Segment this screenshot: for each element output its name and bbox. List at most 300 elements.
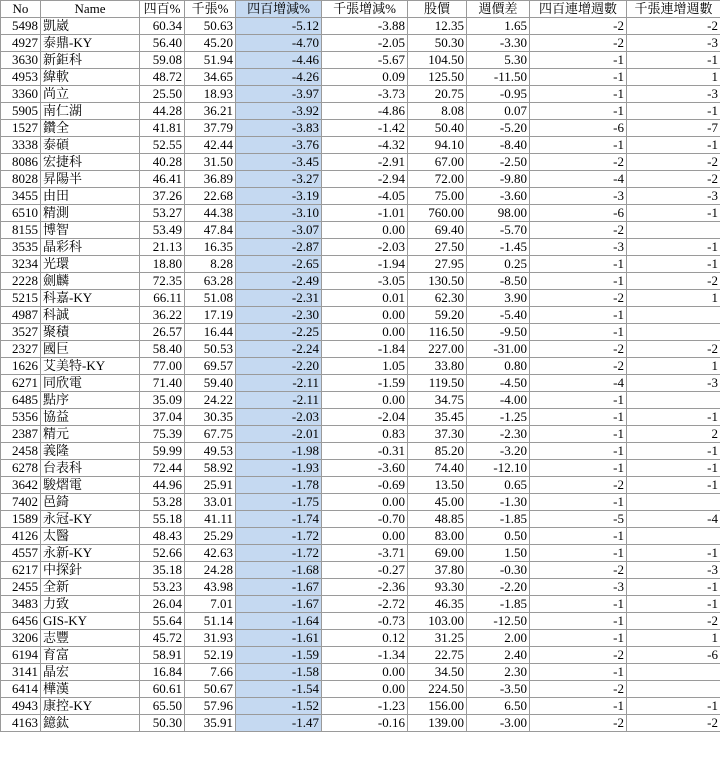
cell-weekly-diff: -9.50 <box>467 324 530 341</box>
cell-name: 劍麟 <box>41 273 140 290</box>
cell-400-pct: 66.11 <box>140 290 185 307</box>
cell-no: 3455 <box>1 188 41 205</box>
cell-1000-change-pct: 0.00 <box>322 528 408 545</box>
cell-no: 4927 <box>1 35 41 52</box>
cell-name: 協益 <box>41 409 140 426</box>
cell-name: 康控-KY <box>41 698 140 715</box>
cell-400-change-pct: -1.72 <box>236 545 322 562</box>
header-1000-consecutive-weeks: 千張連增週數 <box>627 1 720 18</box>
table-row <box>1 681 720 698</box>
header-1000-change-pct: 千張增減% <box>322 1 408 18</box>
cell-400-weeks: -1 <box>530 494 627 511</box>
cell-400-weeks: -3 <box>530 188 627 205</box>
cell-400-weeks: -4 <box>530 375 627 392</box>
cell-400-pct: 48.72 <box>140 69 185 86</box>
cell-name: 永新-KY <box>41 545 140 562</box>
table-row <box>1 392 720 409</box>
cell-no: 3360 <box>1 86 41 103</box>
cell-name: 太醫 <box>41 528 140 545</box>
header-no: No <box>1 1 41 18</box>
cell-name: 鑽全 <box>41 120 140 137</box>
cell-1000-pct: 50.53 <box>185 341 236 358</box>
cell-1000-weeks <box>627 681 720 698</box>
cell-400-pct: 55.18 <box>140 511 185 528</box>
cell-name: 同欣電 <box>41 375 140 392</box>
cell-400-pct: 75.39 <box>140 426 185 443</box>
cell-weekly-diff: -0.30 <box>467 562 530 579</box>
cell-price: 13.50 <box>408 477 467 494</box>
cell-name: 新鉅科 <box>41 52 140 69</box>
cell-price: 75.00 <box>408 188 467 205</box>
cell-no: 5215 <box>1 290 41 307</box>
cell-400-change-pct: -1.68 <box>236 562 322 579</box>
cell-400-change-pct: -2.87 <box>236 239 322 256</box>
cell-400-pct: 26.57 <box>140 324 185 341</box>
cell-1000-weeks <box>627 324 720 341</box>
cell-name: 駿熠電 <box>41 477 140 494</box>
cell-price: 27.95 <box>408 256 467 273</box>
cell-400-change-pct: -1.75 <box>236 494 322 511</box>
cell-price: 22.75 <box>408 647 467 664</box>
cell-1000-change-pct: -1.23 <box>322 698 408 715</box>
cell-400-weeks: -1 <box>530 443 627 460</box>
cell-400-pct: 21.13 <box>140 239 185 256</box>
cell-400-weeks: -1 <box>530 307 627 324</box>
cell-name: 義隆 <box>41 443 140 460</box>
cell-1000-change-pct: -2.72 <box>322 596 408 613</box>
cell-weekly-diff: -2.50 <box>467 154 530 171</box>
cell-price: 37.30 <box>408 426 467 443</box>
cell-400-change-pct: -1.52 <box>236 698 322 715</box>
cell-400-weeks: -1 <box>530 613 627 630</box>
cell-400-weeks: -1 <box>530 69 627 86</box>
cell-no: 1626 <box>1 358 41 375</box>
cell-400-pct: 58.91 <box>140 647 185 664</box>
cell-400-weeks: -2 <box>530 358 627 375</box>
cell-no: 3141 <box>1 664 41 681</box>
cell-1000-change-pct: -1.94 <box>322 256 408 273</box>
cell-1000-weeks <box>627 222 720 239</box>
cell-no: 2228 <box>1 273 41 290</box>
cell-no: 6510 <box>1 205 41 222</box>
cell-1000-change-pct: -4.05 <box>322 188 408 205</box>
cell-name: 晶宏 <box>41 664 140 681</box>
cell-no: 4987 <box>1 307 41 324</box>
cell-name: 科嘉-KY <box>41 290 140 307</box>
cell-price: 50.30 <box>408 35 467 52</box>
cell-weekly-diff: -12.10 <box>467 460 530 477</box>
cell-1000-weeks: -1 <box>627 443 720 460</box>
cell-1000-change-pct: -2.94 <box>322 171 408 188</box>
cell-price: 67.00 <box>408 154 467 171</box>
cell-weekly-diff: -1.30 <box>467 494 530 511</box>
table-row <box>1 596 720 613</box>
cell-400-pct: 35.18 <box>140 562 185 579</box>
cell-no: 3338 <box>1 137 41 154</box>
cell-400-weeks: -6 <box>530 205 627 222</box>
cell-400-weeks: -4 <box>530 171 627 188</box>
cell-400-weeks: -6 <box>530 120 627 137</box>
cell-400-change-pct: -2.03 <box>236 409 322 426</box>
cell-400-weeks: -2 <box>530 647 627 664</box>
cell-1000-weeks: -2 <box>627 171 720 188</box>
table-row <box>1 154 720 171</box>
cell-no: 5356 <box>1 409 41 426</box>
cell-price: 27.50 <box>408 239 467 256</box>
cell-400-pct: 55.64 <box>140 613 185 630</box>
cell-name: 邑錡 <box>41 494 140 511</box>
cell-1000-pct: 25.91 <box>185 477 236 494</box>
cell-weekly-diff: 1.65 <box>467 18 530 35</box>
cell-400-pct: 48.43 <box>140 528 185 545</box>
cell-400-change-pct: -2.31 <box>236 290 322 307</box>
cell-1000-weeks: -7 <box>627 120 720 137</box>
cell-1000-change-pct: -1.42 <box>322 120 408 137</box>
cell-400-weeks: -2 <box>530 154 627 171</box>
cell-no: 8028 <box>1 171 41 188</box>
cell-weekly-diff: 1.50 <box>467 545 530 562</box>
cell-weekly-diff: 0.07 <box>467 103 530 120</box>
cell-1000-pct: 33.01 <box>185 494 236 511</box>
table-row <box>1 205 720 222</box>
cell-400-weeks: -1 <box>530 392 627 409</box>
cell-400-pct: 59.99 <box>140 443 185 460</box>
table-row <box>1 222 720 239</box>
cell-weekly-diff: 0.25 <box>467 256 530 273</box>
cell-price: 760.00 <box>408 205 467 222</box>
header-1000-pct: 千張% <box>185 1 236 18</box>
cell-1000-change-pct: -3.60 <box>322 460 408 477</box>
cell-400-pct: 37.04 <box>140 409 185 426</box>
cell-1000-weeks: -4 <box>627 511 720 528</box>
cell-weekly-diff: -3.30 <box>467 35 530 52</box>
header-row <box>1 1 720 18</box>
cell-name: 晶彩科 <box>41 239 140 256</box>
cell-price: 69.40 <box>408 222 467 239</box>
cell-name: 光環 <box>41 256 140 273</box>
cell-1000-change-pct: -3.73 <box>322 86 408 103</box>
cell-weekly-diff: -5.40 <box>467 307 530 324</box>
cell-name: 精測 <box>41 205 140 222</box>
cell-1000-change-pct: -0.31 <box>322 443 408 460</box>
cell-name: 全新 <box>41 579 140 596</box>
cell-price: 50.40 <box>408 120 467 137</box>
table-row <box>1 52 720 69</box>
cell-400-change-pct: -3.19 <box>236 188 322 205</box>
cell-price: 224.50 <box>408 681 467 698</box>
cell-400-change-pct: -1.98 <box>236 443 322 460</box>
cell-no: 2387 <box>1 426 41 443</box>
cell-price: 31.25 <box>408 630 467 647</box>
cell-400-pct: 53.49 <box>140 222 185 239</box>
cell-weekly-diff: 0.50 <box>467 528 530 545</box>
cell-400-pct: 41.81 <box>140 120 185 137</box>
cell-price: 33.80 <box>408 358 467 375</box>
cell-weekly-diff: -11.50 <box>467 69 530 86</box>
cell-weekly-diff: 98.00 <box>467 205 530 222</box>
cell-name: 國巨 <box>41 341 140 358</box>
cell-400-change-pct: -1.67 <box>236 596 322 613</box>
cell-400-pct: 46.41 <box>140 171 185 188</box>
cell-400-pct: 58.40 <box>140 341 185 358</box>
cell-weekly-diff: 0.65 <box>467 477 530 494</box>
cell-price: 62.30 <box>408 290 467 307</box>
cell-1000-change-pct: -0.73 <box>322 613 408 630</box>
cell-1000-weeks: -1 <box>627 205 720 222</box>
table-body <box>1 18 720 732</box>
cell-1000-weeks: -1 <box>627 256 720 273</box>
cell-1000-pct: 41.11 <box>185 511 236 528</box>
cell-1000-pct: 45.20 <box>185 35 236 52</box>
table-row <box>1 647 720 664</box>
cell-name: 台表科 <box>41 460 140 477</box>
cell-weekly-diff: -5.70 <box>467 222 530 239</box>
cell-400-pct: 59.08 <box>140 52 185 69</box>
cell-name: 鐿鈦 <box>41 715 140 732</box>
cell-400-change-pct: -2.20 <box>236 358 322 375</box>
cell-price: 35.45 <box>408 409 467 426</box>
cell-no: 4557 <box>1 545 41 562</box>
cell-1000-weeks: -1 <box>627 103 720 120</box>
cell-1000-pct: 17.19 <box>185 307 236 324</box>
cell-400-pct: 36.22 <box>140 307 185 324</box>
cell-1000-pct: 51.14 <box>185 613 236 630</box>
table-row <box>1 477 720 494</box>
cell-400-weeks: -1 <box>530 596 627 613</box>
cell-price: 139.00 <box>408 715 467 732</box>
cell-1000-change-pct: 0.09 <box>322 69 408 86</box>
table-row <box>1 35 720 52</box>
cell-400-pct: 60.61 <box>140 681 185 698</box>
cell-name: 南仁湖 <box>41 103 140 120</box>
cell-400-weeks: -1 <box>530 409 627 426</box>
cell-weekly-diff: -3.50 <box>467 681 530 698</box>
cell-400-weeks: -2 <box>530 681 627 698</box>
cell-1000-pct: 51.94 <box>185 52 236 69</box>
cell-400-change-pct: -2.25 <box>236 324 322 341</box>
cell-400-pct: 40.28 <box>140 154 185 171</box>
cell-price: 72.00 <box>408 171 467 188</box>
cell-no: 6217 <box>1 562 41 579</box>
cell-1000-weeks: -3 <box>627 86 720 103</box>
cell-400-weeks: -2 <box>530 477 627 494</box>
cell-400-weeks: -1 <box>530 426 627 443</box>
cell-name: 聚積 <box>41 324 140 341</box>
cell-no: 1589 <box>1 511 41 528</box>
cell-price: 37.80 <box>408 562 467 579</box>
cell-400-change-pct: -2.65 <box>236 256 322 273</box>
cell-price: 20.75 <box>408 86 467 103</box>
table-row <box>1 358 720 375</box>
cell-400-pct: 25.50 <box>140 86 185 103</box>
cell-no: 5498 <box>1 18 41 35</box>
cell-price: 227.00 <box>408 341 467 358</box>
cell-400-weeks: -1 <box>530 137 627 154</box>
table-row <box>1 86 720 103</box>
cell-400-weeks: -1 <box>530 324 627 341</box>
cell-400-change-pct: -4.26 <box>236 69 322 86</box>
cell-400-pct: 52.66 <box>140 545 185 562</box>
cell-1000-weeks <box>627 664 720 681</box>
cell-1000-change-pct: -1.84 <box>322 341 408 358</box>
cell-400-change-pct: -1.58 <box>236 664 322 681</box>
cell-400-weeks: -1 <box>530 545 627 562</box>
cell-1000-weeks: -2 <box>627 341 720 358</box>
cell-no: 2458 <box>1 443 41 460</box>
cell-1000-pct: 8.28 <box>185 256 236 273</box>
cell-400-change-pct: -1.47 <box>236 715 322 732</box>
cell-name: GIS-KY <box>41 613 140 630</box>
cell-400-change-pct: -2.11 <box>236 375 322 392</box>
cell-1000-change-pct: -2.36 <box>322 579 408 596</box>
cell-name: 點序 <box>41 392 140 409</box>
cell-400-pct: 44.28 <box>140 103 185 120</box>
cell-1000-change-pct: 0.00 <box>322 222 408 239</box>
cell-1000-change-pct: -3.88 <box>322 18 408 35</box>
cell-400-change-pct: -1.67 <box>236 579 322 596</box>
cell-no: 6271 <box>1 375 41 392</box>
cell-400-pct: 26.04 <box>140 596 185 613</box>
cell-400-pct: 53.27 <box>140 205 185 222</box>
cell-400-change-pct: -1.72 <box>236 528 322 545</box>
cell-price: 103.00 <box>408 613 467 630</box>
cell-weekly-diff: -2.30 <box>467 426 530 443</box>
cell-no: 8086 <box>1 154 41 171</box>
table-row <box>1 494 720 511</box>
cell-400-pct: 53.23 <box>140 579 185 596</box>
cell-400-weeks: -2 <box>530 715 627 732</box>
cell-price: 69.00 <box>408 545 467 562</box>
cell-name: 博智 <box>41 222 140 239</box>
cell-1000-weeks: -1 <box>627 409 720 426</box>
cell-name: 泰鼎-KY <box>41 35 140 52</box>
cell-400-weeks: -1 <box>530 103 627 120</box>
cell-400-change-pct: -3.92 <box>236 103 322 120</box>
cell-no: 1527 <box>1 120 41 137</box>
cell-price: 93.30 <box>408 579 467 596</box>
cell-price: 85.20 <box>408 443 467 460</box>
cell-weekly-diff: 5.30 <box>467 52 530 69</box>
cell-1000-weeks: 2 <box>627 426 720 443</box>
cell-400-pct: 65.50 <box>140 698 185 715</box>
cell-1000-weeks: 1 <box>627 290 720 307</box>
cell-1000-change-pct: 0.83 <box>322 426 408 443</box>
cell-weekly-diff: -9.80 <box>467 171 530 188</box>
cell-name: 緯軟 <box>41 69 140 86</box>
table-row <box>1 426 720 443</box>
cell-1000-pct: 58.92 <box>185 460 236 477</box>
cell-1000-pct: 47.84 <box>185 222 236 239</box>
cell-400-pct: 56.40 <box>140 35 185 52</box>
cell-1000-pct: 50.63 <box>185 18 236 35</box>
table-row <box>1 188 720 205</box>
cell-1000-change-pct: 1.05 <box>322 358 408 375</box>
table-row <box>1 103 720 120</box>
cell-weekly-diff: -1.25 <box>467 409 530 426</box>
cell-name: 永冠-KY <box>41 511 140 528</box>
table-row <box>1 324 720 341</box>
cell-name: 宏捷科 <box>41 154 140 171</box>
cell-1000-pct: 25.29 <box>185 528 236 545</box>
cell-1000-weeks: -2 <box>627 18 720 35</box>
cell-1000-change-pct: -3.71 <box>322 545 408 562</box>
cell-1000-weeks: -1 <box>627 698 720 715</box>
cell-1000-weeks: -3 <box>627 35 720 52</box>
cell-no: 3483 <box>1 596 41 613</box>
cell-1000-pct: 7.66 <box>185 664 236 681</box>
cell-1000-pct: 36.21 <box>185 103 236 120</box>
cell-name: 志豐 <box>41 630 140 647</box>
header-400-consecutive-weeks: 四百連增週數 <box>530 1 627 18</box>
table-row <box>1 579 720 596</box>
table-row <box>1 698 720 715</box>
cell-400-change-pct: -4.70 <box>236 35 322 52</box>
cell-name: 樺漢 <box>41 681 140 698</box>
table-row <box>1 273 720 290</box>
cell-weekly-diff: -2.20 <box>467 579 530 596</box>
cell-weekly-diff: 6.50 <box>467 698 530 715</box>
cell-400-weeks: -2 <box>530 341 627 358</box>
cell-400-change-pct: -2.11 <box>236 392 322 409</box>
cell-weekly-diff: -4.00 <box>467 392 530 409</box>
cell-1000-weeks: -2 <box>627 273 720 290</box>
cell-400-change-pct: -1.74 <box>236 511 322 528</box>
cell-400-pct: 72.44 <box>140 460 185 477</box>
cell-1000-pct: 16.35 <box>185 239 236 256</box>
cell-weekly-diff: -8.40 <box>467 137 530 154</box>
cell-400-weeks: -5 <box>530 511 627 528</box>
cell-price: 34.75 <box>408 392 467 409</box>
cell-400-weeks: -2 <box>530 562 627 579</box>
cell-weekly-diff: -3.20 <box>467 443 530 460</box>
table-row <box>1 375 720 392</box>
cell-400-pct: 52.55 <box>140 137 185 154</box>
cell-no: 3234 <box>1 256 41 273</box>
table-row <box>1 290 720 307</box>
table-row <box>1 341 720 358</box>
cell-price: 45.00 <box>408 494 467 511</box>
cell-1000-pct: 67.75 <box>185 426 236 443</box>
cell-1000-pct: 42.63 <box>185 545 236 562</box>
table-row <box>1 664 720 681</box>
cell-1000-pct: 59.40 <box>185 375 236 392</box>
cell-1000-weeks: -1 <box>627 477 720 494</box>
cell-400-pct: 71.40 <box>140 375 185 392</box>
cell-no: 4943 <box>1 698 41 715</box>
table-row <box>1 137 720 154</box>
cell-400-weeks: -2 <box>530 18 627 35</box>
cell-price: 125.50 <box>408 69 467 86</box>
cell-400-change-pct: -1.78 <box>236 477 322 494</box>
cell-price: 156.00 <box>408 698 467 715</box>
cell-price: 48.85 <box>408 511 467 528</box>
cell-400-weeks: -3 <box>530 579 627 596</box>
table-row <box>1 307 720 324</box>
cell-weekly-diff: -1.85 <box>467 511 530 528</box>
cell-1000-change-pct: 0.12 <box>322 630 408 647</box>
cell-no: 3527 <box>1 324 41 341</box>
table-row <box>1 613 720 630</box>
cell-400-pct: 18.80 <box>140 256 185 273</box>
cell-400-pct: 60.34 <box>140 18 185 35</box>
cell-1000-change-pct: -5.67 <box>322 52 408 69</box>
cell-1000-change-pct: -0.16 <box>322 715 408 732</box>
cell-1000-weeks <box>627 494 720 511</box>
cell-name: 昇陽半 <box>41 171 140 188</box>
cell-no: 6485 <box>1 392 41 409</box>
cell-400-change-pct: -1.93 <box>236 460 322 477</box>
cell-400-weeks: -1 <box>530 460 627 477</box>
